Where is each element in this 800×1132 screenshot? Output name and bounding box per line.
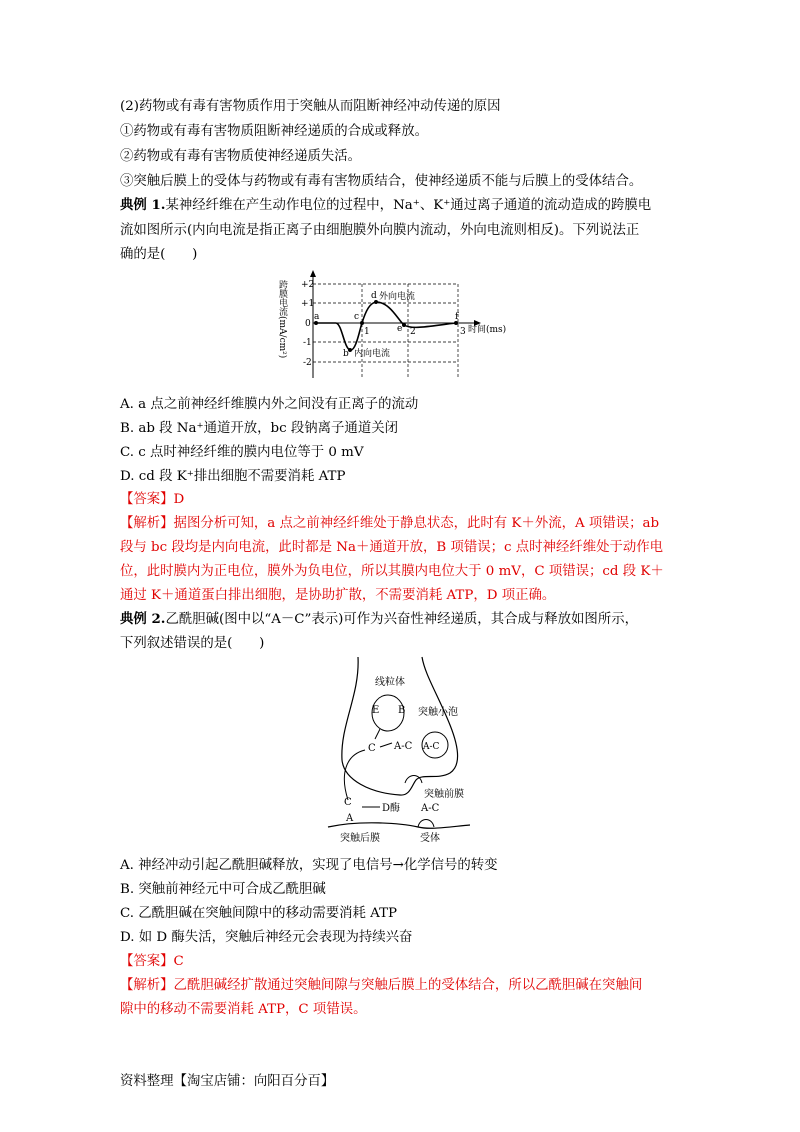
receptor-shape bbox=[418, 820, 434, 828]
question-text: 乙酰胆碱(图中以“A－C”表示)可作为兴奋性神经递质，其合成与释放如图所示， bbox=[165, 612, 638, 627]
arrow-line bbox=[375, 729, 380, 739]
question-label: 典例 2. bbox=[120, 611, 166, 627]
y-axis-arrow bbox=[310, 270, 316, 277]
point-c bbox=[360, 321, 364, 325]
x-tick: 2 bbox=[410, 327, 416, 337]
option-b: B. ab 段 Na⁺通道开放，bc 段钠离子通道关闭 bbox=[120, 421, 398, 436]
explanation-line: 位，此时膜内为正电位，膜外为负电位，所以其膜内电位大于 0 mV，C 项错误；cd 段 K＋ bbox=[120, 564, 664, 579]
point-label: a bbox=[314, 312, 320, 322]
explanation-line: 通过 K＋通道蛋白排出细胞，是协助扩散，不需要消耗 ATP，D 项正确。 bbox=[120, 588, 556, 603]
explanation-line: 隙中的移动不需要消耗 ATP，C 项错误。 bbox=[120, 1002, 367, 1017]
question-2-stem bbox=[120, 610, 685, 629]
text-line: 流如图所示(内向电流是指正离子由细胞膜外向膜内流动，外向电流则相反)。下列说法正 bbox=[120, 223, 640, 238]
vesicle-ac-label: A-C bbox=[423, 742, 440, 752]
x-tick: 3 bbox=[460, 327, 466, 337]
recycle-arrow bbox=[344, 750, 365, 800]
label-e: E bbox=[372, 705, 380, 716]
label-c: C bbox=[368, 743, 376, 754]
option-c: C. c 点时神经纤维的膜内电位等于 0 mV bbox=[120, 445, 364, 460]
y-axis-label: 跨膜电流(mA/cm²) bbox=[277, 280, 287, 359]
text-line: 确的是( ) bbox=[120, 247, 198, 262]
point-label: c bbox=[354, 312, 360, 322]
y-tick: 0 bbox=[305, 319, 311, 329]
option-b: B. 突触前神经元中可合成乙酰胆碱 bbox=[120, 882, 326, 897]
option-a: A. 神经冲动引起乙酰胆碱释放，实现了电信号→化学信号的转变 bbox=[120, 858, 498, 873]
option-d: D. 如 D 酶失活，突触后神经元会表现为持续兴奋 bbox=[120, 930, 413, 945]
explanation-line: 段与 bc 段均是内向电流，此时都是 Na＋通道开放，B 项错误；c 点时神经纤维处于动作电 bbox=[120, 540, 664, 555]
inward-current-label: 内向电流 bbox=[354, 349, 391, 359]
y-tick: -2 bbox=[303, 358, 312, 368]
point-label: f bbox=[455, 312, 459, 322]
explanation-line: 【解析】乙酰胆碱经扩散通过突触间隙与突触后膜上的受体结合，所以乙酰胆碱在突触间 bbox=[120, 978, 643, 993]
text-line: (2)药物或有毒有害物质作用于突触从而阻断神经冲动传递的原因 bbox=[120, 99, 501, 114]
text-line: 下列叙述错误的是( ) bbox=[120, 636, 265, 651]
text-line: ②药物或有毒有害物质使神经递质失活。 bbox=[120, 149, 362, 164]
label-b: B bbox=[398, 705, 406, 716]
postsynaptic-membrane bbox=[328, 823, 470, 828]
y-tick: +2 bbox=[301, 280, 315, 290]
answer-1: 【答案】D bbox=[120, 492, 185, 507]
answer-2: 【答案】C bbox=[120, 954, 184, 969]
option-c: C. 乙酰胆碱在突触间隙中的移动需要消耗 ATP bbox=[120, 906, 398, 921]
y-tick: -1 bbox=[303, 338, 312, 348]
option-a: A. a 点之前神经纤维膜内外之间没有正离子的流动 bbox=[120, 397, 419, 412]
outward-current-label: 外向电流 bbox=[379, 292, 416, 302]
x-tick: 1 bbox=[364, 327, 370, 337]
question-label: 典例 1. bbox=[120, 197, 166, 213]
label-ac: A-C bbox=[394, 741, 413, 752]
membrane-current-graph bbox=[277, 268, 520, 388]
release-site bbox=[405, 776, 422, 784]
point-label: b bbox=[343, 349, 349, 359]
mitochondria-label: 线粒体 bbox=[375, 677, 405, 688]
label-a: A bbox=[346, 813, 354, 824]
option-d: D. cd 段 K⁺排出细胞不需要消耗 ATP bbox=[120, 469, 346, 484]
receptor-label: 受体 bbox=[420, 833, 440, 844]
arrow-line bbox=[380, 743, 392, 747]
text-line: ①药物或有毒有害物质阻断神经递质的合成或释放。 bbox=[120, 124, 428, 139]
text-line: ③突触后膜上的受体与药物或有毒有害物质结合，使神经递质不能与后膜上的受体结合。 bbox=[120, 174, 643, 189]
d-enzyme-label: D酶 bbox=[382, 803, 401, 814]
label-c2: C bbox=[344, 797, 352, 808]
point-label: d bbox=[371, 291, 377, 301]
question-text: 某神经纤维在产生动作电位的过程中，Na⁺、K⁺通过离子通道的流动造成的跨膜电 bbox=[165, 198, 652, 213]
explanation-line: 【解析】据图分析可知，a 点之前神经纤维处于静息状态，此时有 K＋外流，A 项错误；ab bbox=[120, 516, 660, 531]
postsynaptic-membrane-label: 突触后膜 bbox=[340, 833, 380, 844]
synapse-svg bbox=[320, 655, 490, 847]
graph-svg bbox=[277, 268, 520, 388]
presynaptic-membrane-label: 突触前膜 bbox=[424, 789, 464, 800]
cleft-ac-label: A-C bbox=[421, 803, 440, 814]
question-1-stem bbox=[120, 196, 685, 215]
synapse-diagram bbox=[320, 655, 490, 847]
x-axis-label: 时间(ms) bbox=[468, 325, 507, 335]
point-label: e bbox=[397, 324, 403, 334]
point-e bbox=[402, 323, 406, 327]
page-footer: 资料整理【淘宝店铺：向阳百分百】 bbox=[120, 1074, 335, 1089]
current-curve bbox=[316, 302, 456, 350]
y-tick: +1 bbox=[301, 299, 315, 309]
vesicle-label: 突触小泡 bbox=[418, 707, 458, 718]
